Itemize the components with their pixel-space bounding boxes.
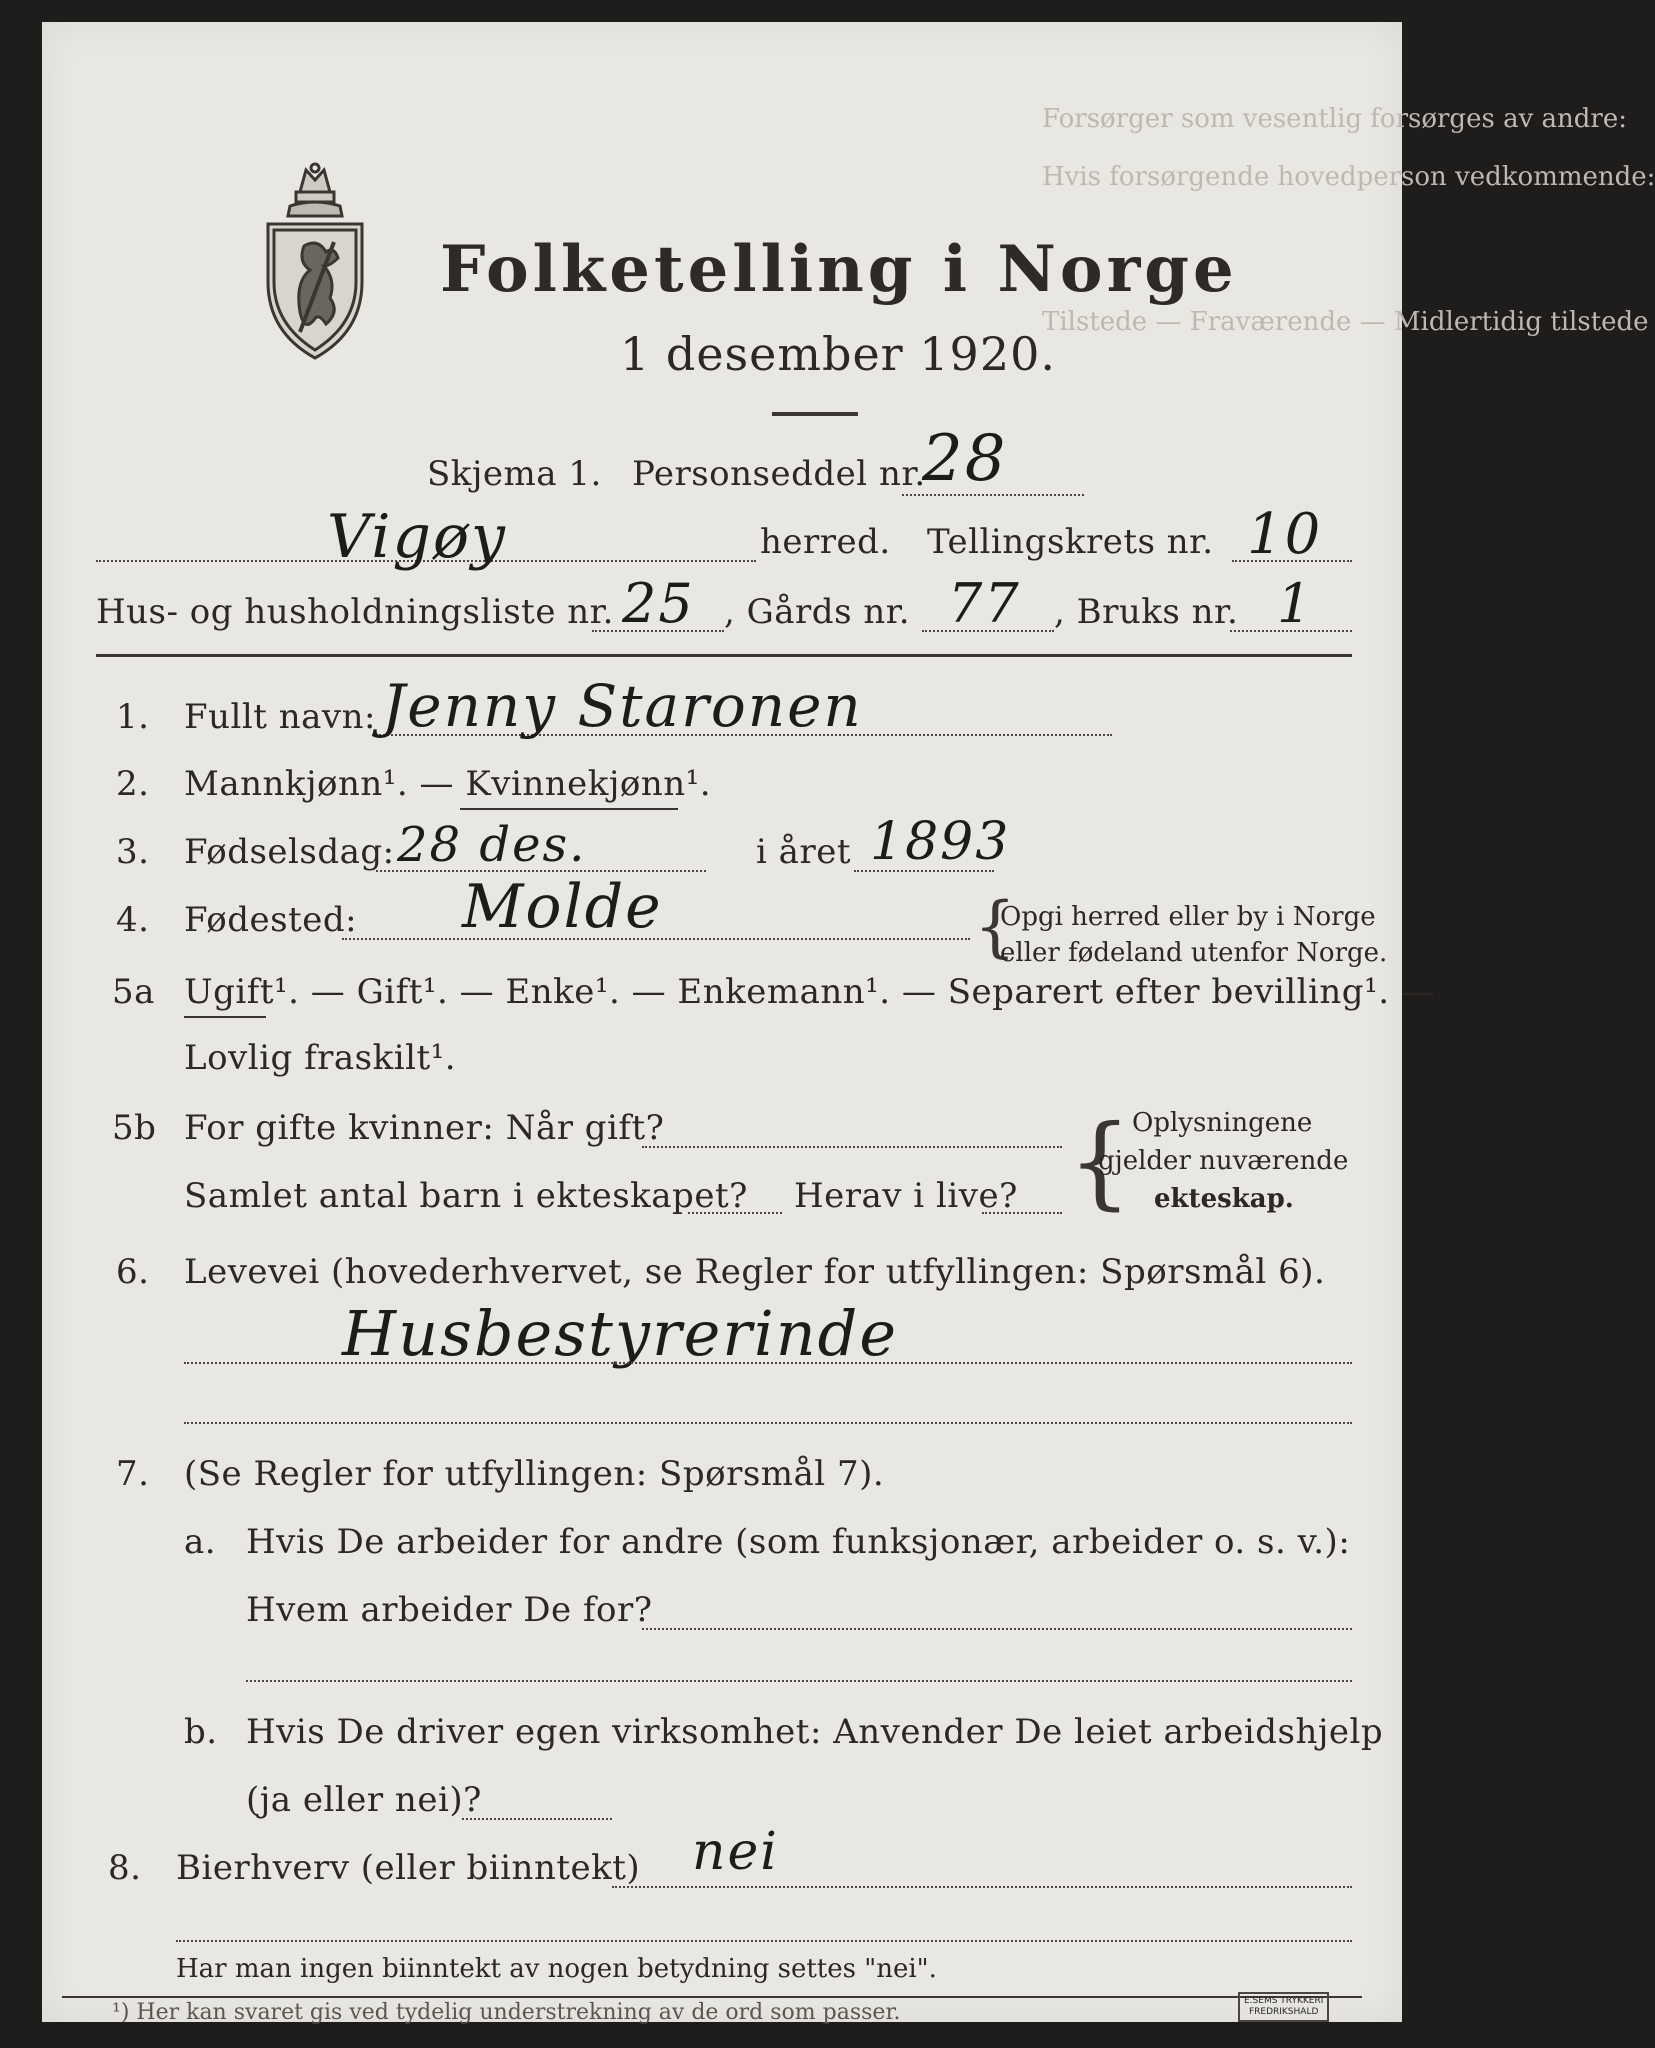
footer-note: Har man ingen biinntekt av nogen betydning settes "nei". bbox=[176, 1954, 937, 1984]
q2-number: 2. bbox=[116, 764, 150, 804]
kvinnekjonn-underline bbox=[460, 808, 678, 810]
herred-label: herred. bbox=[760, 522, 891, 562]
q5b-line1: For gifte kvinner: Når gift? bbox=[184, 1108, 665, 1148]
herred-value: Vigøy bbox=[327, 502, 507, 572]
q5a-line2: Lovlig fraskilt¹. bbox=[184, 1038, 457, 1078]
skjema-label: Skjema 1. bbox=[427, 454, 602, 494]
gards-value: 77 bbox=[948, 572, 1021, 635]
q7b-letter: b. bbox=[184, 1712, 218, 1752]
census-form-page: Forsørger som vesentlig forsørges av andre: Hvis forsørgende hovedperson vedkommende: Tilstede — Fraværende — Midlertidig tilstede Folketelling i Norge 1 desember 1920. Skjema 1. Personseddel nr. 28 Vigøy herred. Tellingskrets nr. 10 Hus- og husholdningsliste nr. 25 , Gårds nr. 77 , Bruks nr. 1 1. Fullt navn: Jenny Staronen 2. Mannkjønn¹. — Kvinnekjønn¹. 3. Fødselsdag: 28 des. i året 1893 4. Fødested: Molde { Opgi herred eller by i Norge eller fødeland utenfor Norge. 5a Ugift¹. — Gift¹. — Enke¹. — Enkemann¹. — Separert efter bevilling¹. — Lovlig fraskilt¹. 5b For gifte kvinner: Når gift? Samlet antal barn i ekteskapet? Herav i live? { Oplysningene gjelder nuværende ekteskap. 6. Levevei (hovederhvervet, se Regler for utfyllingen: Spørsmål 6). Husbestyrerinde 7. (Se Regler for utfyllingen: Spørsmål 7). a. Hvis De arbeider for andre (som funksjonær, arbeider o. s. v.): Hvem arbeider De for? b. Hvis De driver egen virksomhet: Anvender De leiet arbeidshjelp (ja eller nei)? 8. Bierhverv (eller biinntekt) nei Har man ingen biinntekt av nogen betydning settes "nei". ¹) Her kan svaret gis ved tydelig understrekning av de ord som passer. E.SEMS TRYKKERI FREDRIKSHALD bbox=[42, 22, 1402, 2022]
q1-label: Fullt navn: bbox=[184, 697, 376, 737]
husholdningsliste-label: Hus- og husholdningsliste nr. bbox=[96, 592, 614, 632]
q7a-extra-field-line bbox=[246, 1680, 1352, 1682]
q4-note-line2: eller fødeland utenfor Norge. bbox=[1000, 938, 1388, 968]
tellingskrets-label: Tellingskrets nr. bbox=[927, 522, 1214, 562]
q6-label: Levevei (hovederhvervet, se Regler for utfyllingen: Spørsmål 6). bbox=[184, 1252, 1326, 1292]
ugift-underline bbox=[184, 1016, 266, 1018]
q3-number: 3. bbox=[116, 832, 150, 872]
q4-note-bracket: { bbox=[974, 888, 1016, 965]
q5b-line2a: Samlet antal barn i ekteskapet? bbox=[184, 1176, 748, 1216]
q5b-alive-field-line bbox=[982, 1212, 1062, 1214]
occupation-value: Husbestyrerinde bbox=[342, 1297, 899, 1370]
gards-label: , Gårds nr. bbox=[724, 592, 911, 632]
q6-field-line2 bbox=[184, 1422, 1352, 1424]
header-divider bbox=[96, 654, 1352, 657]
full-name-value: Jenny Staronen bbox=[382, 672, 863, 740]
coat-of-arms-emblem bbox=[260, 162, 370, 362]
q8-number: 8. bbox=[108, 1848, 142, 1888]
q5b-children-field-line bbox=[688, 1212, 782, 1214]
husholdningsliste-value: 25 bbox=[622, 572, 695, 635]
personseddel-label: Personseddel nr. bbox=[632, 454, 926, 494]
birth-year-value: 1893 bbox=[870, 812, 1011, 872]
bruks-label: , Bruks nr. bbox=[1054, 592, 1239, 632]
q3-year-label: i året bbox=[756, 832, 851, 872]
q8-label: Bierhverv (eller biinntekt) bbox=[176, 1848, 641, 1888]
q5b-married-field-line bbox=[642, 1146, 1062, 1148]
q7a-line2: Hvem arbeider De for? bbox=[246, 1590, 653, 1630]
birthplace-value: Molde bbox=[462, 872, 663, 942]
personseddel-number-value: 28 bbox=[922, 422, 1008, 496]
title-divider bbox=[772, 412, 858, 416]
printer-stamp-line2: FREDRIKSHALD bbox=[1248, 2007, 1319, 2017]
q7-label: (Se Regler for utfyllingen: Spørsmål 7). bbox=[184, 1454, 885, 1494]
q5b-note-line3: ekteskap. bbox=[1154, 1184, 1294, 1214]
census-date: 1 desember 1920. bbox=[620, 327, 1056, 381]
q5b-note-line2: gjelder nuværende bbox=[1098, 1146, 1349, 1176]
q5a-number: 5a bbox=[112, 972, 155, 1012]
q2-label: Mannkjønn¹. — Kvinnekjønn¹. bbox=[184, 764, 712, 804]
q5a-line1: Ugift¹. — Gift¹. — Enke¹. — Enkemann¹. — Separert efter bevilling¹. — bbox=[184, 972, 1436, 1012]
q8-extra-field-line bbox=[176, 1940, 1352, 1942]
q5b-number: 5b bbox=[112, 1108, 157, 1148]
q5b-note-line1: Oplysningene bbox=[1132, 1108, 1313, 1138]
printer-stamp-line1: E.SEMS TRYKKERI bbox=[1244, 1996, 1324, 2006]
q7a-employer-field-line bbox=[642, 1628, 1352, 1630]
q6-field-line1 bbox=[184, 1362, 1352, 1364]
q4-number: 4. bbox=[116, 900, 150, 940]
printer-stamp bbox=[1238, 1992, 1329, 2022]
q7a-line1: Hvis De arbeider for andre (som funksjonær, arbeider o. s. v.): bbox=[246, 1522, 1351, 1562]
q3-label: Fødselsdag: bbox=[184, 832, 395, 872]
q8-field-line bbox=[612, 1886, 1352, 1888]
form-title: Folketelling i Norge bbox=[440, 232, 1238, 307]
q4-note-line1: Opgi herred eller by i Norge bbox=[1000, 902, 1376, 932]
q4-label: Fødested: bbox=[184, 900, 358, 940]
tellingskrets-value: 10 bbox=[1247, 502, 1323, 567]
q5b-line2b: Herav i live? bbox=[794, 1176, 1018, 1216]
q7b-field-line bbox=[462, 1818, 612, 1820]
q6-number: 6. bbox=[116, 1252, 150, 1292]
bruks-value: 1 bbox=[1277, 572, 1314, 635]
side-income-value: nei bbox=[692, 1822, 779, 1882]
birth-date-value: 28 des. bbox=[397, 817, 587, 873]
q7-number: 7. bbox=[116, 1454, 150, 1494]
q7b-line2: (ja eller nei)? bbox=[246, 1780, 482, 1820]
q1-number: 1. bbox=[116, 697, 150, 737]
q7b-line1: Hvis De driver egen virksomhet: Anvender De leiet arbeidshjelp bbox=[246, 1712, 1384, 1752]
footer-divider bbox=[62, 1996, 1362, 1998]
q7a-letter: a. bbox=[184, 1522, 217, 1562]
q5b-note-bracket: { bbox=[1068, 1103, 1132, 1220]
footer-footnote: ¹) Her kan svaret gis ved tydelig understrekning av de ord som passer. bbox=[112, 2000, 901, 2025]
